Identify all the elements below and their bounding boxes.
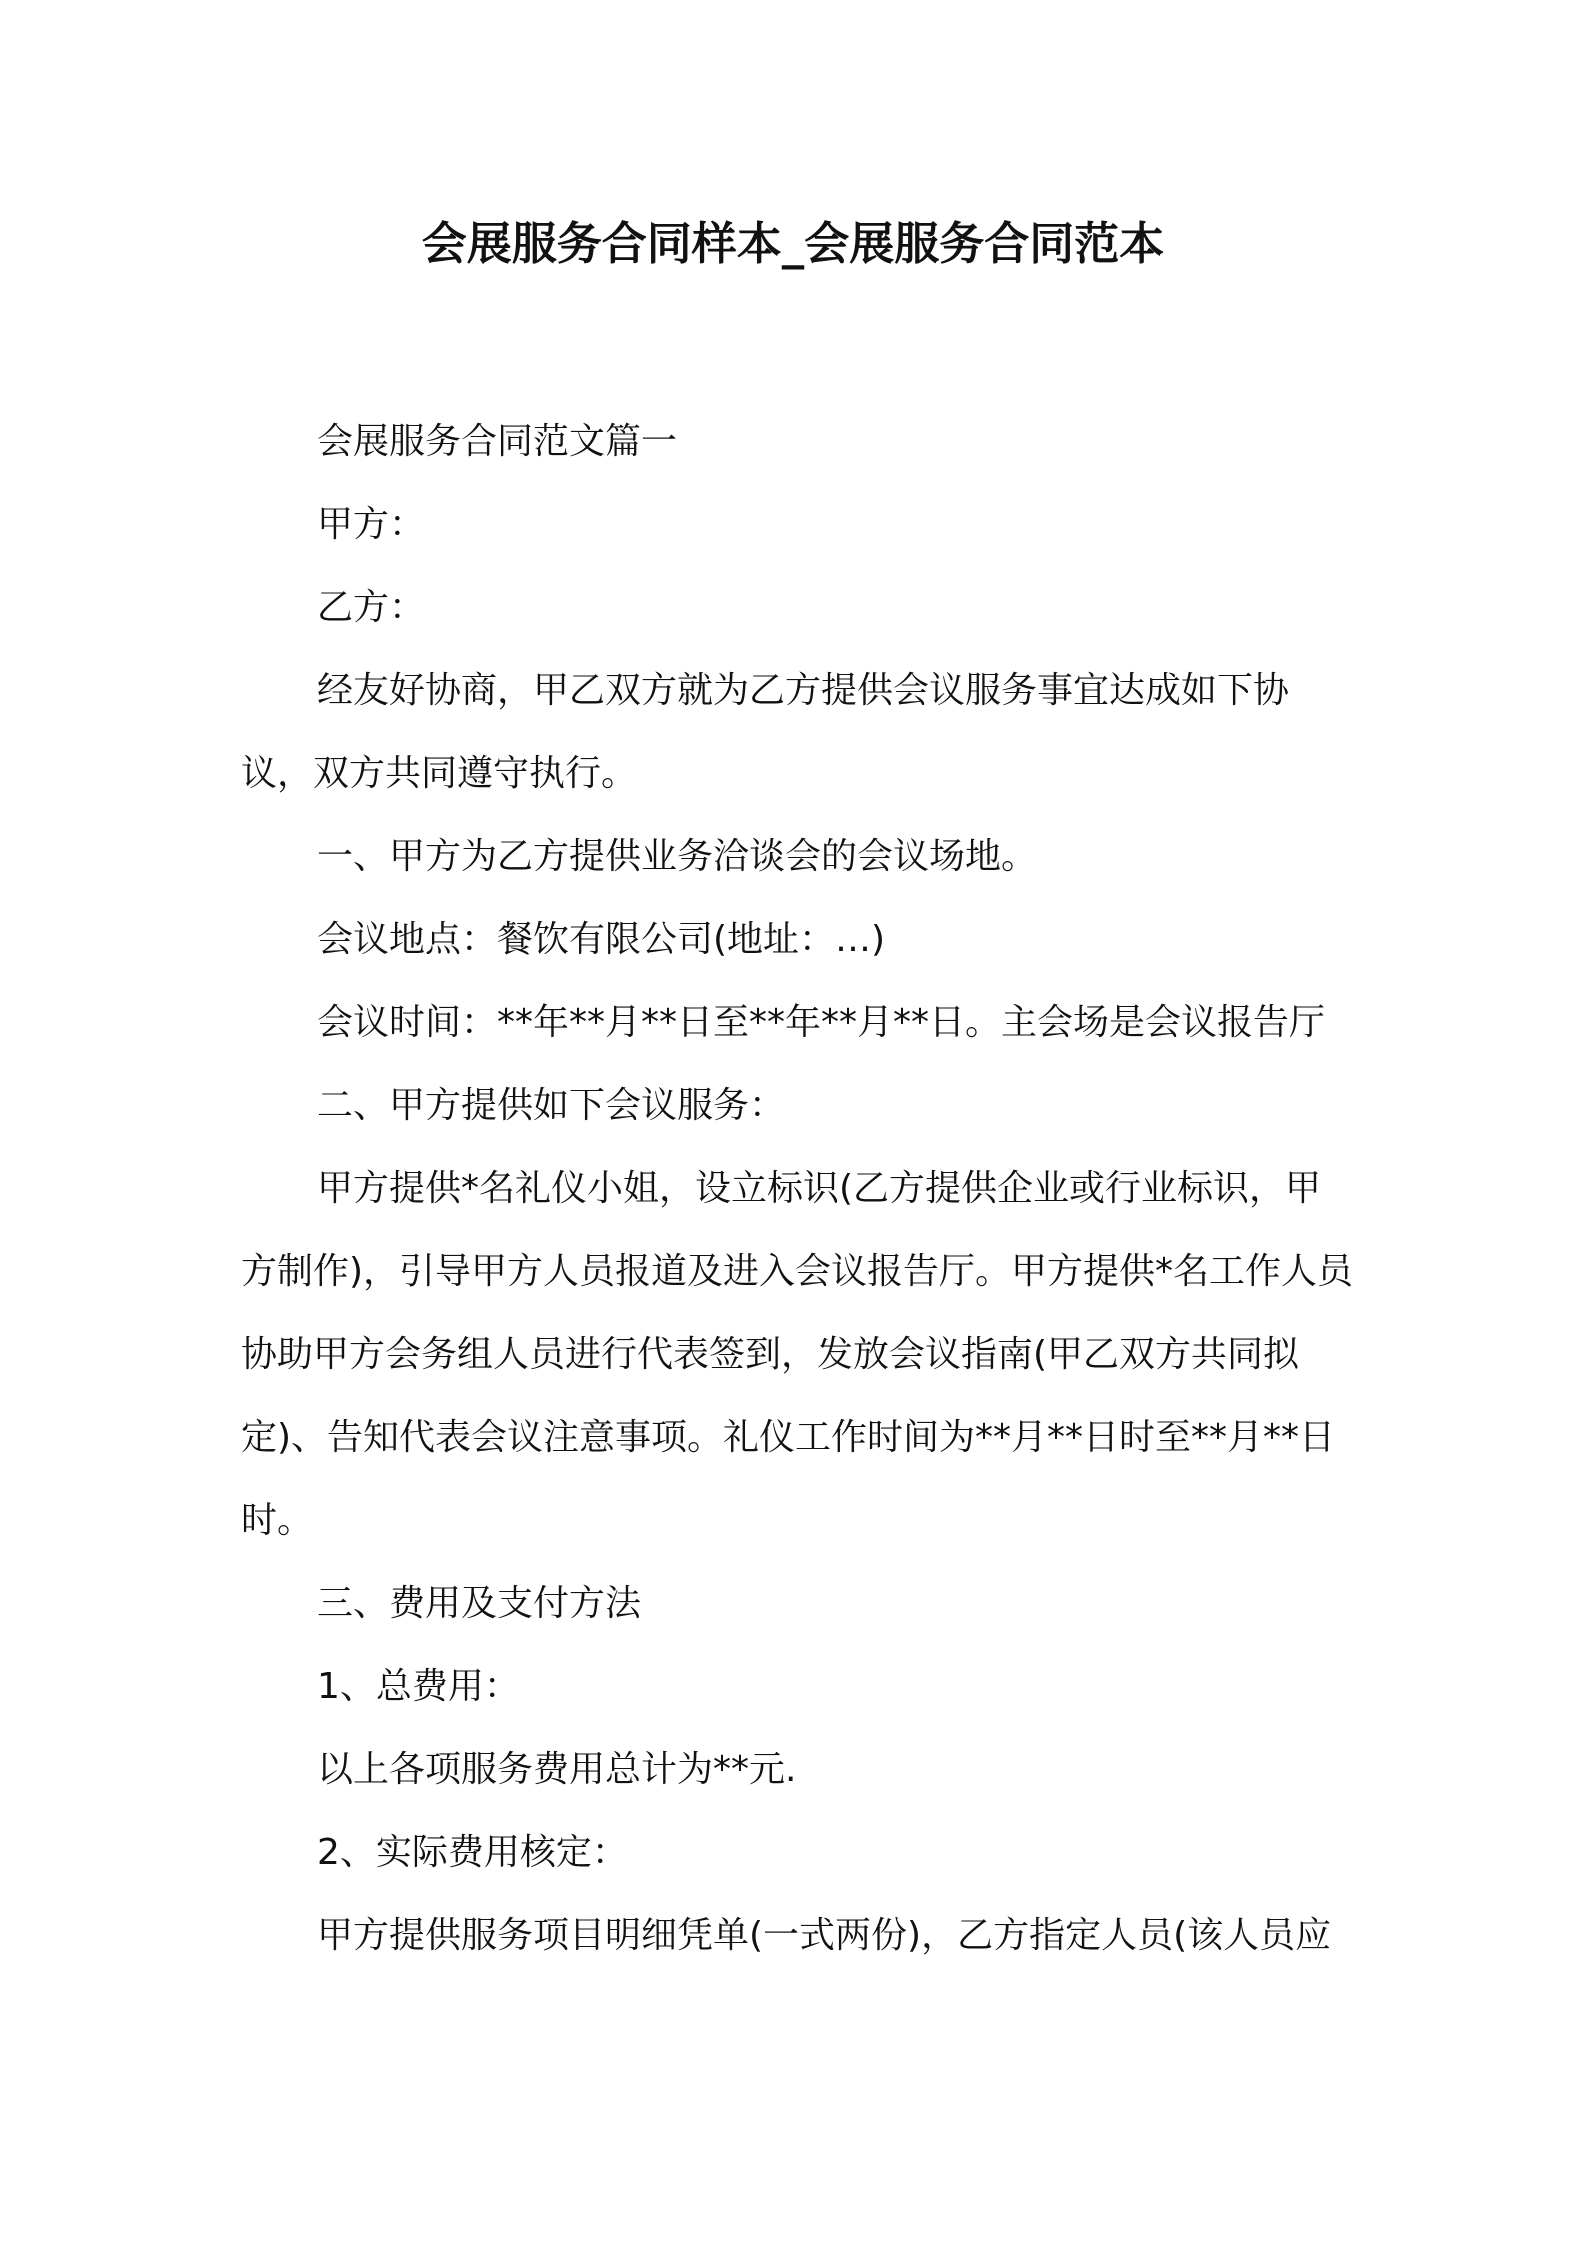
paragraph-cost-amount: 以上各项服务费用总计为**元.: [317, 1749, 797, 1790]
paragraph-cost-verification: 甲方提供服务项目明细凭单(一式两份)，乙方指定人员(该人员应: [317, 1915, 1332, 1956]
paragraph-party-b: 乙方：: [317, 587, 426, 628]
paragraph-meeting-location: 会议地点：餐饮有限公司(地址：…): [317, 919, 886, 960]
document-title: 会展服务合同样本_会展服务合同范本: [421, 217, 1165, 270]
document-body: [241, 400, 1355, 1977]
paragraph-section-heading: 会展服务合同范文篇一: [317, 421, 678, 462]
paragraph-clause-1: 一、甲方为乙方提供业务洽谈会的会议场地。: [317, 836, 1038, 877]
paragraph-clause-3: 三、费用及支付方法: [317, 1583, 642, 1624]
paragraph-clause-2: 二、甲方提供如下会议服务：: [317, 1085, 786, 1126]
paragraph-actual-cost: 2、实际费用核定：: [317, 1832, 628, 1873]
paragraph-agreement-intro: 经友好协商，甲乙双方就为乙方提供会议服务事宜达成如下协议，双方共同遵守执行。: [241, 670, 1290, 794]
paragraph-total-cost: 1、总费用：: [317, 1666, 520, 1707]
paragraph-party-a: 甲方：: [317, 504, 426, 545]
paragraph-service-details: 甲方提供*名礼仪小姐，设立标识(乙方提供企业或行业标识，甲方制作)，引导甲方人员报道及进入会议报告厅。甲方提供*名工作人员协助甲方会务组人员进行代表签到，发放会议指南(甲乙双方共同拟定)、告知代表会议注意事项。礼仪工作时间为**月**日时至**月**日时。: [241, 1168, 1354, 1541]
paragraph-meeting-time: 会议时间：**年**月**日至**年**月**日。主会场是会议报告厅: [317, 1002, 1326, 1043]
